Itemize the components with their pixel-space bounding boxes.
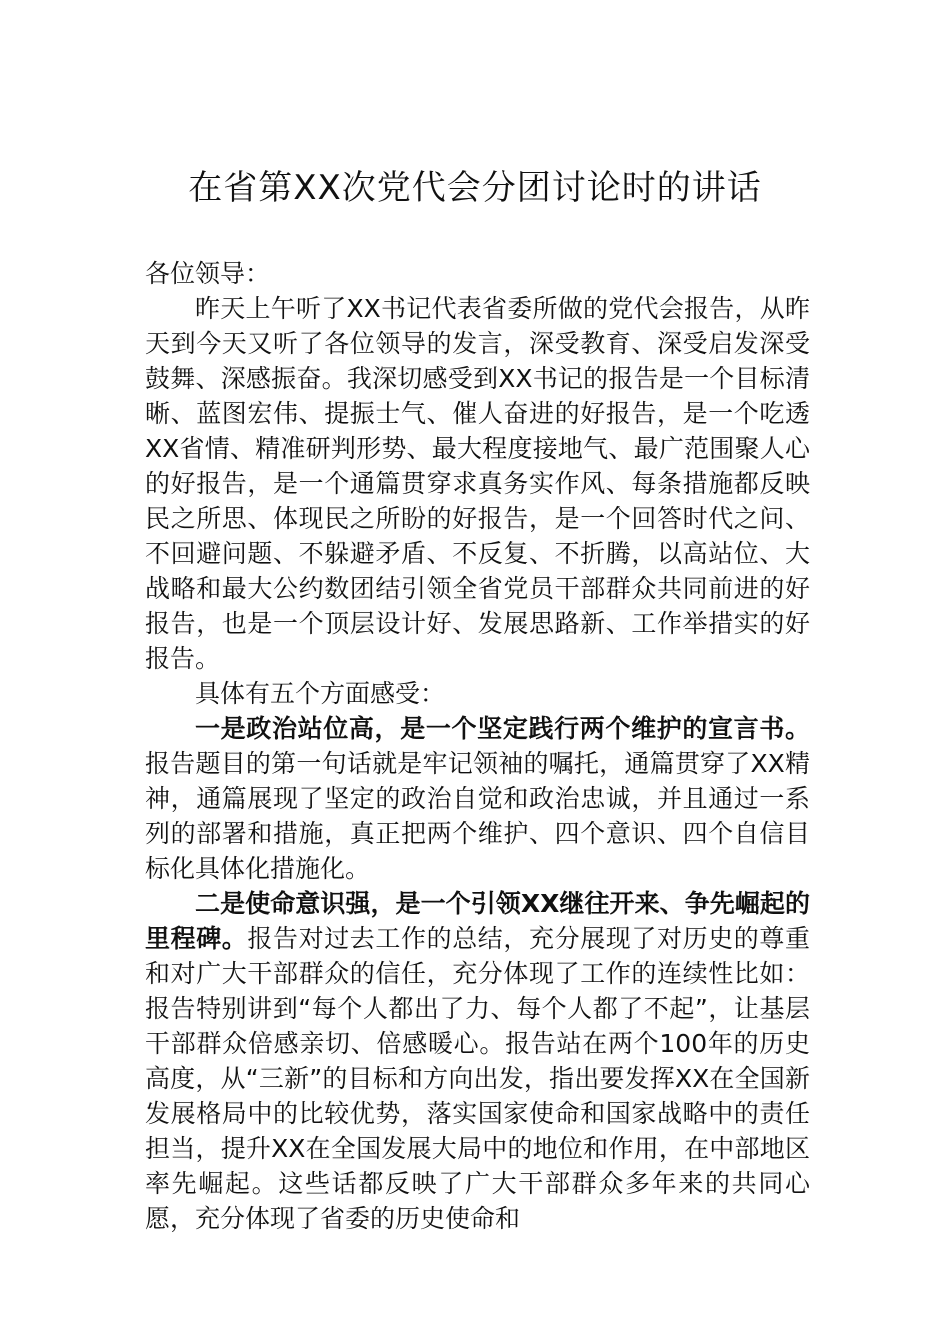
paragraph-2: 具体有五个方面感受： (195, 679, 446, 708)
document-title: 在省第XX次党代会分团讨论时的讲话 (188, 168, 762, 208)
paragraph-1: 昨天上午听了XX书记代表省委所做的党代会报告，从昨天到今天又听了各位领导的发言，深受教育、深受启发深受鼓舞、深感振奋。我深切感受到XX书记的报告是一个目标清晰、蓝图宏伟、提振士气、催人奋进的好报告，是一个吃透XX省情、精准研判形势、最大程度接地气、最广范围聚人心的好报告，是一个通篇贯穿求真务实作风、每条措施都反映民之所思、体现民之所盼的好报告，是一个回答时代之问、不回避问题、不躲避矛盾、不反复、不折腾，以高站位、大战略和最大公约数团结引领全省党员干部群众共同前进的好报告，也是一个顶层设计好、发展思路新、工作举措实的好报告。 (145, 294, 810, 673)
document-body (145, 256, 810, 1236)
paragraph-3-text: 报告题目的第一句话就是牢记领袖的嘱托，通篇贯穿了XX精神，通篇展现了坚定的政治自觉和政治忠诚，并且通过一系列的部署和措施，真正把两个维护、四个意识、四个自信目标化具体化措施化。 (145, 749, 810, 883)
paragraph-4-heading: 二是使命意识强，是一个引领XX继往开来、争先崛起的里程碑。 (145, 889, 810, 953)
paragraph-4 (145, 886, 810, 1236)
paragraph-3 (145, 711, 810, 886)
paragraph-4-text: 报告对过去工作的总结，充分展现了对历史的尊重和对广大干部群众的信任，充分体现了工作的连续性比如：报告特别讲到“每个人都出了力、每个人都了不起”，让基层干部群众倍感亲切、倍感暖心。报告站在两个100年的历史高度，从“三新”的目标和方向出发，指出要发挥XX在全国新发展格局中的比较优势，落实国家使命和国家战略中的责任担当，提升XX在全国发展大局中的地位和作用，在中部地区率先崛起。这些话都反映了广大干部群众多年来的共同心愿，充分体现了省委的历史使命和 (145, 924, 810, 1233)
salutation: 各位领导： (145, 259, 271, 288)
paragraph-3-heading: 一是政治站位高，是一个坚定践行两个维护的宣言书。 (195, 714, 810, 743)
